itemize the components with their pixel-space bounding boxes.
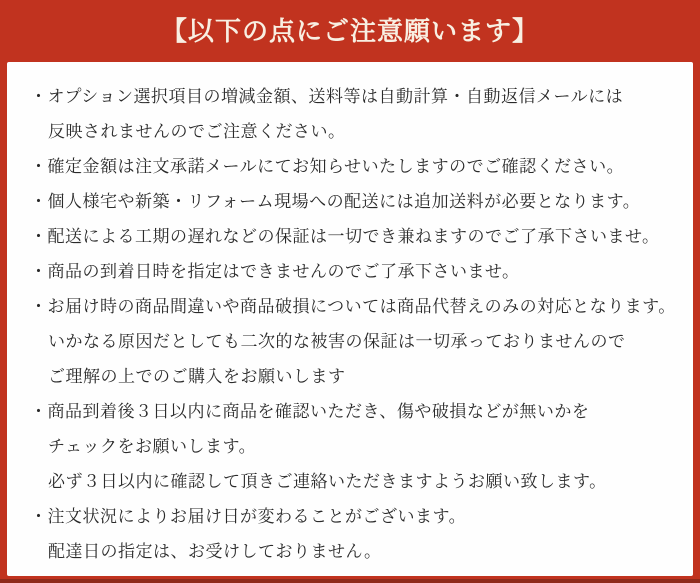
notice-item [30,499,677,569]
notice-item [30,219,677,254]
notice-line: 反映されませんのでご注意ください。 [48,122,346,141]
notice-item [30,79,677,149]
notice-line: ・確定金額は注文承諾メールにてお知らせいたしますのでご確認ください。 [30,157,625,176]
notice-header [0,0,700,62]
notice-item [30,289,677,394]
notice-line: 必ず３日以内に確認して頂きご連絡いただきますようお願い致します。 [48,472,607,491]
notice-line: ・商品の到着日時を指定はできませんのでご了承下さいませ。 [30,262,520,281]
notice-line: ・注文状況によりお届け日が変わることがございます。 [30,507,467,526]
notice-item [30,254,677,289]
notice-item [30,394,677,499]
page-title: 【以下の点にご注意願います】 [160,16,539,46]
notice-line: ・お届け時の商品間違いや商品破損については商品代替えのみの対応となります。 [30,297,676,316]
notice-line: ・商品到着後３日以内に商品を確認いただき、傷や破損などが無いかを [30,402,590,421]
notice-line: 配達日の指定は、お受けしておりません。 [48,542,382,561]
notice-line: ・配送による工期の遅れなどの保証は一切でき兼ねますのでご了承下さいませ。 [30,227,660,246]
notice-line: チェックをお願いします。 [48,437,257,456]
notice-line: ・個人様宅や新築・リフォーム現場への配送には追加送料が必要となります。 [30,192,641,211]
notice-panel [7,62,693,576]
notice-line: いかなる原因だとしても二次的な被害の保証は一切承っておりませんので [48,332,626,351]
bottom-border-rule [0,579,700,583]
notice-line: ・オプション選択項目の増減金額、送料等は自動計算・自動返信メールには [30,87,624,106]
notice-item [30,184,677,219]
notice-line: ご理解の上でのご購入をお願いします [48,367,346,386]
notice-item [30,149,677,184]
